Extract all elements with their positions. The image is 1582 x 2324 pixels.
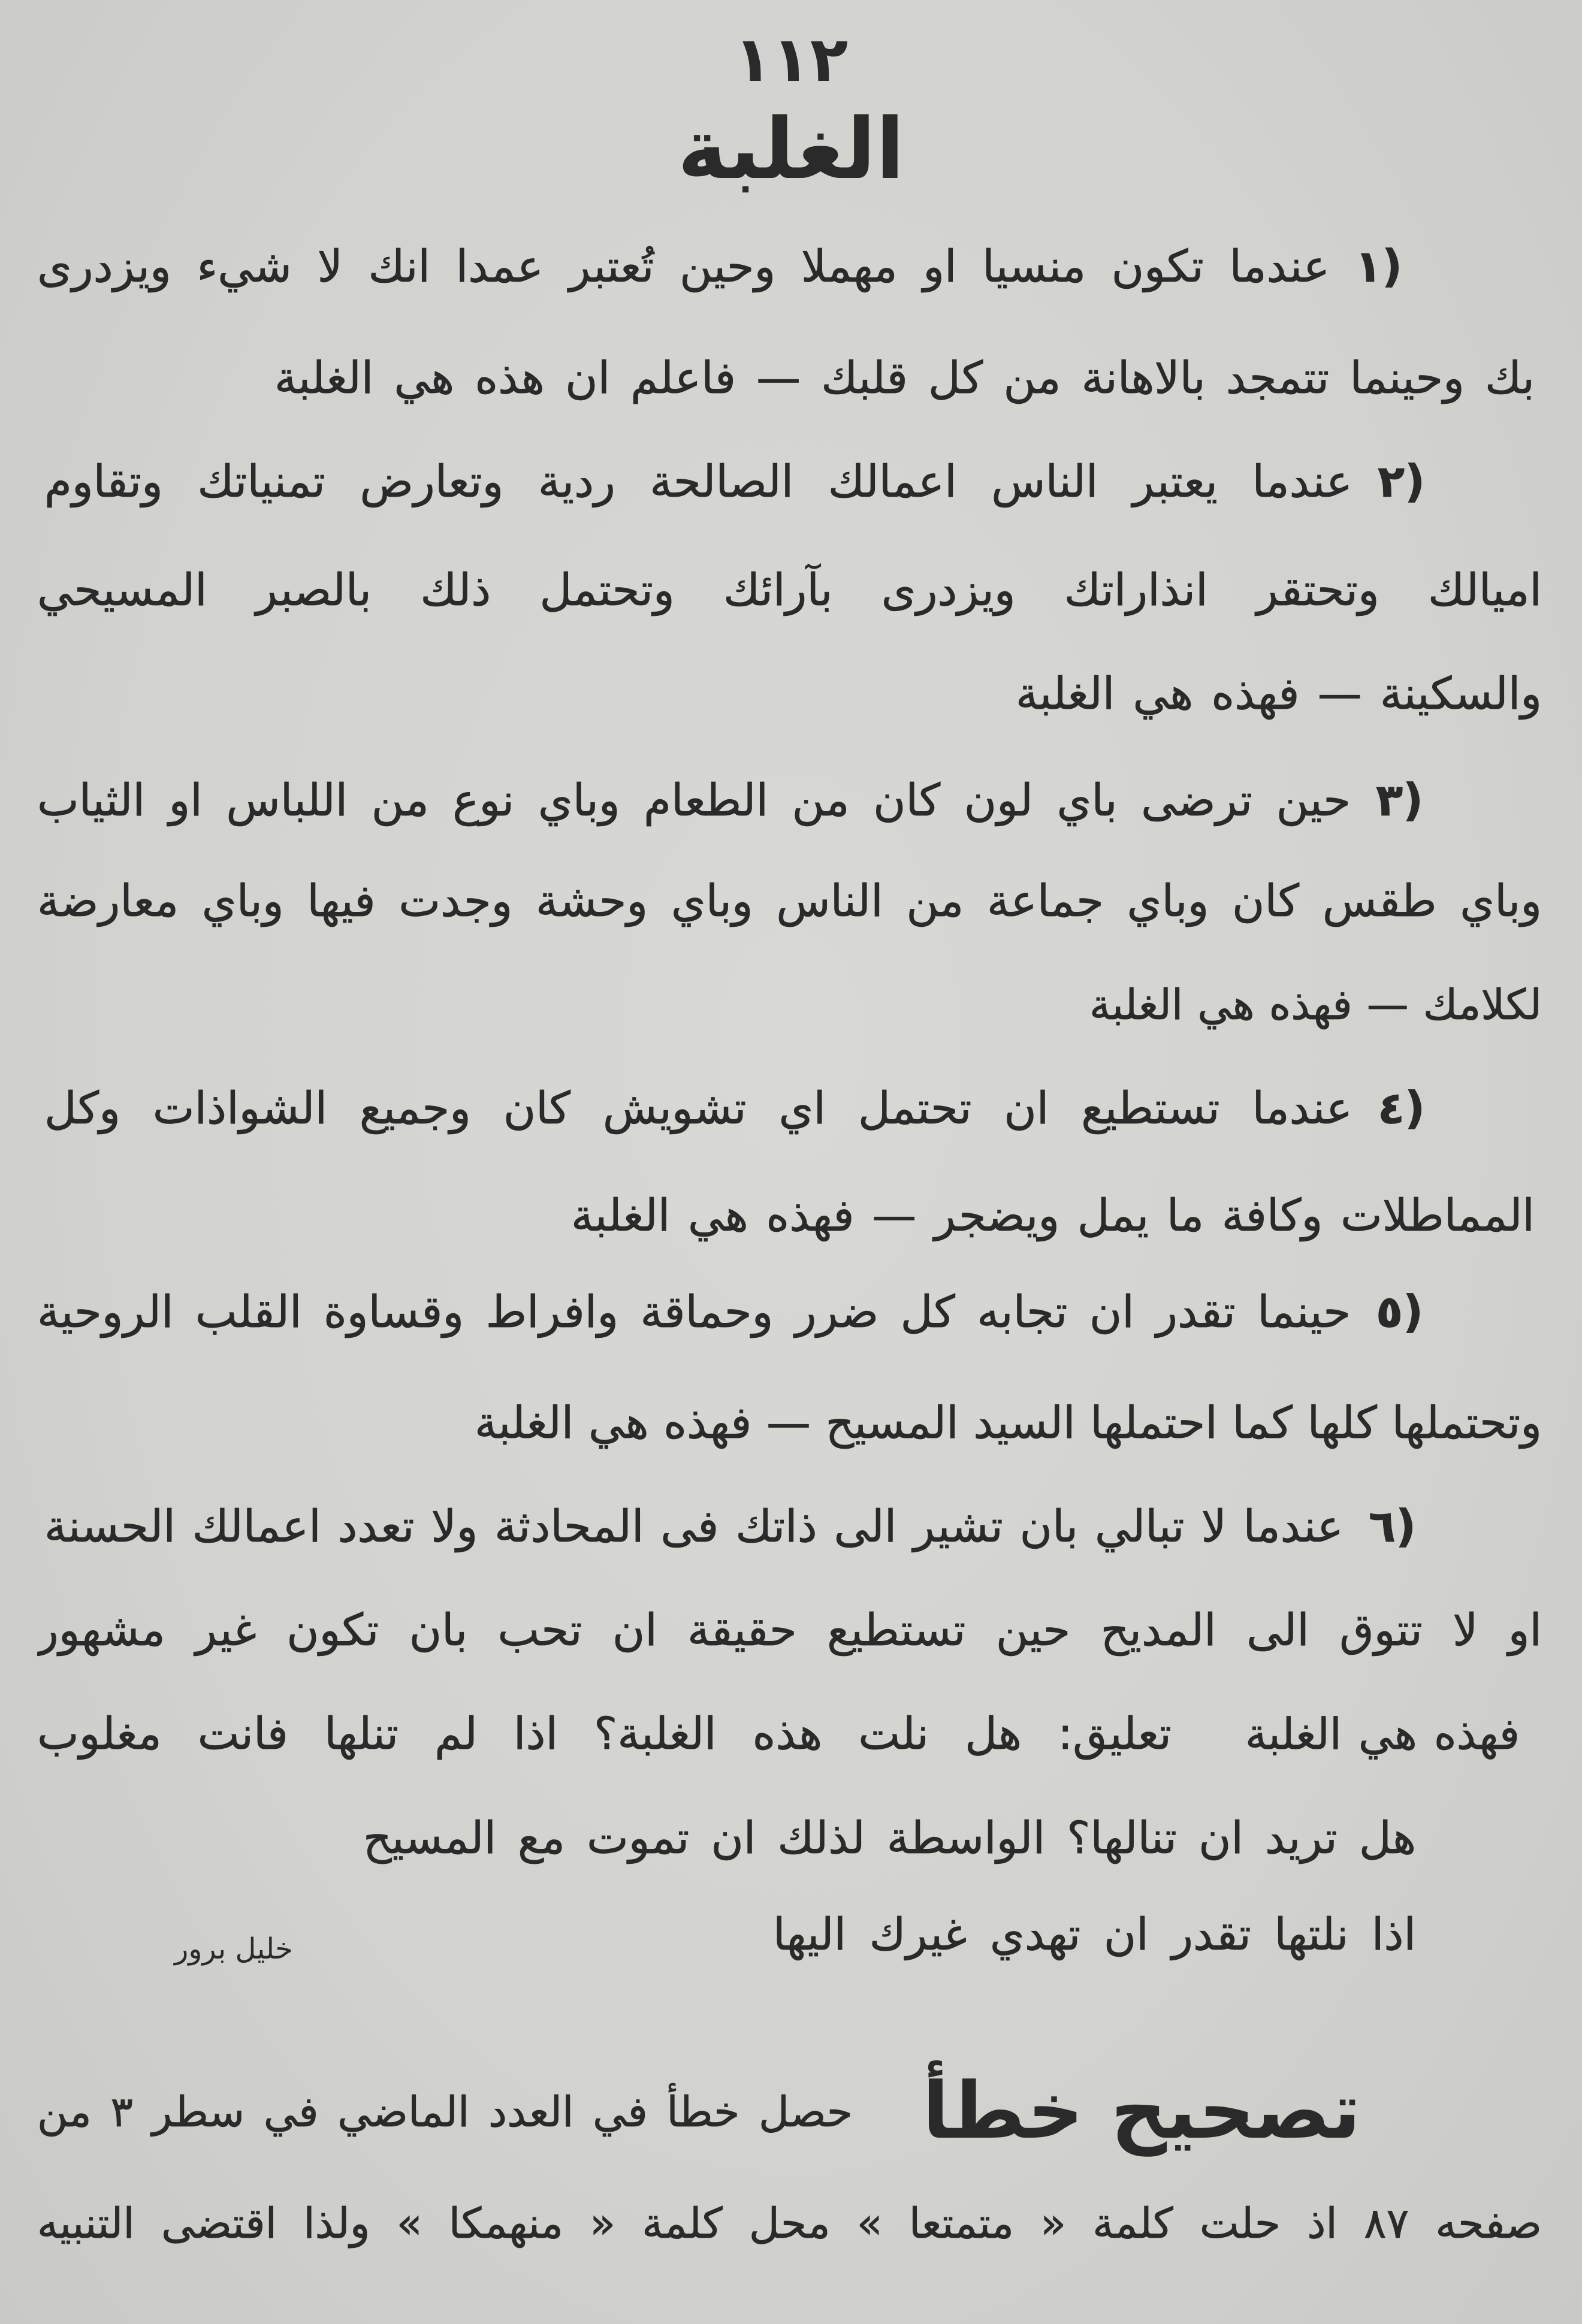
text-line: عندما تكون منسيا او مهملا وحين تُعتبر عمدا انك لا شيء ويزدرى	[37, 241, 1330, 292]
paragraph-first-line	[44, 434, 1425, 530]
author-signature: خليل برور	[174, 1932, 293, 1966]
page-number: ١١٢	[733, 23, 849, 96]
comment-line: اذا نلتها تقدر ان تهدي غيرك اليها	[773, 1909, 1416, 1960]
paragraph-first-line	[37, 219, 1402, 315]
paragraph-first-line	[44, 1060, 1425, 1156]
comment-line: تعليق: هل نلت هذه الغلبة؟ اذا لم تنلها فانت مغلوب	[37, 1708, 1172, 1760]
text-line: فهذه هي الغلبة	[1245, 1709, 1520, 1759]
paragraph-number: ٦)	[1369, 1501, 1416, 1552]
text-line: حين ترضى باي لون كان من الطعام وباي نوع من اللباس او الثياب	[37, 775, 1351, 826]
text-line: عندما يعتبر الناس اعمالك الصالحة ردية وتعارض تمنياتك وتقاوم	[44, 456, 1352, 507]
paragraph-number: ٤)	[1378, 1083, 1425, 1134]
correction-line: حصل خطأ في العدد الماضي في سطر ٣ من	[37, 2087, 853, 2136]
text-line: حينما تقدر ان تجابه كل ضرر وحماقة وافراط وقساوة القلب الروحية	[37, 1286, 1351, 1338]
page-title: الغلبة	[677, 101, 905, 198]
paragraph-number: ١)	[1355, 241, 1402, 292]
text-line: والسكينة — فهذه هي الغلبة	[1016, 668, 1542, 720]
paragraph-first-line	[44, 1479, 1416, 1574]
text-line: وتحتملها كلها كما احتملها السيد المسيح — فهذه هي الغلبة	[475, 1397, 1542, 1449]
text-line: اميالك وتحتقر انذاراتك ويزدرى بآرائك وتحتمل ذلك بالصبر المسيحي	[37, 564, 1542, 616]
comment-line: هل تريد ان تنالها؟ الواسطة لذلك ان تموت مع المسيح	[363, 1812, 1416, 1864]
paragraph-first-line	[37, 752, 1423, 848]
paragraph-first-line	[37, 1264, 1423, 1360]
correction-line: صفحه ٨٧ اذ حلت كلمة « متمتعا » محل كلمة « منهمكا » ولذا اقتضى التنبيه	[37, 2199, 1542, 2248]
text-line: المماطلات وكافة ما يمل ويضجر — فهذه هي الغلبة	[571, 1190, 1535, 1241]
text-line: عندما تستطيع ان تحتمل اي تشويش كان وجميع الشواذات وكل	[44, 1083, 1352, 1134]
text-line: او لا تتوق الى المديح حين تستطيع حقيقة ان تحب بان تكون غير مشهور	[37, 1604, 1542, 1656]
paragraph-number: ٣)	[1376, 775, 1423, 826]
correction-heading: تصحيح خطأ	[922, 2065, 1361, 2156]
paragraph-number: ٥)	[1376, 1286, 1423, 1338]
text-line: وباي طقس كان وباي جماعة من الناس وباي وحشة وجدت فيها وباي معارضة	[37, 875, 1542, 927]
text-line: بك وحينما تتمجد بالاهانة من كل قلبك — فاعلم ان هذه هي الغلبة	[274, 352, 1535, 404]
text-line: عندما لا تبالي بان تشير الى ذاتك فى المحادثة ولا تعدد اعمالك الحسنة	[44, 1501, 1344, 1552]
paragraph-number: ٢)	[1378, 456, 1425, 507]
text-line: لكلامك — فهذه هي الغلبة	[1089, 980, 1542, 1029]
